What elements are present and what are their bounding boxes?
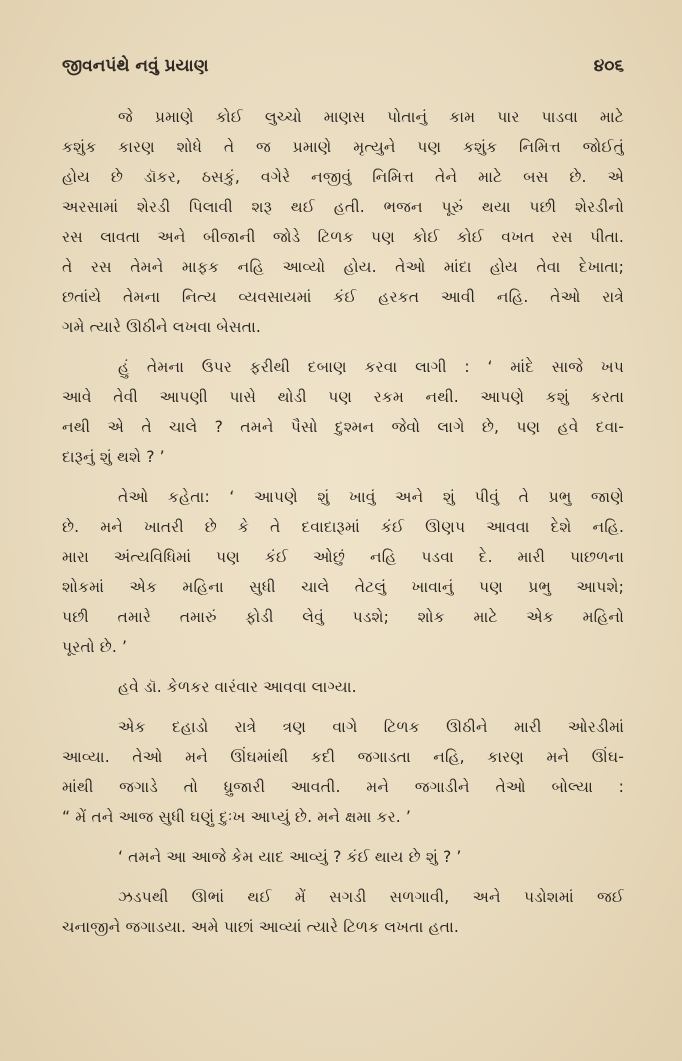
page-number: ૪૦૬ (593, 56, 624, 76)
body-text (62, 102, 624, 952)
text-line: હું તેમના ઉપર ફરીથી દબાણ કરવા લાગી : ‘ માંદે સાજે ખપ (118, 358, 624, 376)
text-line: ઝડપથી ઊભાં થઈ મેં સગડી સળગાવી, અને પડોશમાં જઈ (118, 888, 624, 906)
paragraph-1 (62, 102, 624, 342)
text-line: ‘ તમને આ આજે કેમ યાદ આવ્યું ? કંઈ થાય છે શું ? ’ (118, 848, 462, 866)
paragraph-3 (62, 482, 624, 662)
text-line: માંથી જગાડે તો ધ્રુજારી આવતી. મને જગાડીને તેઓ બોલ્યા : (62, 778, 624, 796)
text-line: છે. મને ખાતરી છે કે તે દવાદારૂમાં કંઈ ઊણપ આવવા દેશે નહિ. (62, 518, 624, 536)
text-line: આવે તેવી આપણી પાસે થોડી પણ રકમ નથી. આપણે કશું કરતા (62, 388, 624, 406)
text-line: કશુંક કારણ શોધે તે જ પ્રમાણે મૃત્યુને પણ કશુંક નિમિત્ત જોઈતું (62, 138, 624, 156)
text-line: જે પ્રમાણે કોઈ લુચ્ચો માણસ પોતાનું કામ પાર પાડવા માટે (118, 108, 624, 126)
paragraph-2 (62, 352, 624, 472)
text-line: તેઓ કહેતા: ‘ આપણે શું ખાવું અને શું પીવું તે પ્રભુ જાણે (118, 488, 624, 506)
paragraph-4 (62, 672, 624, 702)
text-line: પછી તમારે તમારું ફોડી લેવું પડશે; શોક માટે એક મહિનો (62, 608, 624, 626)
paragraph-5 (62, 712, 624, 832)
text-line: તે રસ તેમને માફક નહિ આવ્યો હોય. તેઓ માંદા હોય તેવા દેખાતા; (62, 258, 624, 276)
text-line: રસ લાવતા અને બીજાની જોડે ટિળક પણ કોઈ કોઈ વખત રસ પીતા. (62, 228, 624, 246)
text-line: એક દહાડો રાત્રે ત્રણ વાગે ટિળક ઊઠીને મારી ઓરડીમાં (118, 718, 624, 736)
text-line: નથી એ તે ચાલે ? તમને પૈસો દુશ્મન જેવો લાગે છે, પણ હવે દવા- (62, 418, 624, 436)
running-head (62, 56, 624, 80)
text-line: હવે ડૉ. કેળકર વારંવાર આવવા લાગ્યા. (118, 678, 357, 696)
text-line: દારૂનું શું થશે ? ’ (62, 448, 165, 466)
text-line: હોય છે ડૉકર, ઠસકું, વગેરે નજીવું નિમિત્ત તેને માટે બસ છે. એ (62, 168, 624, 186)
running-title: જીવનપંથે નવું પ્રયાણ (62, 56, 209, 76)
text-line: શોકમાં એક મહિના સુધી ચાલે તેટલું ખાવાનું પણ પ્રભુ આપશે; (62, 578, 624, 596)
text-line: “ મેં તને આજ સુધી ઘણું દુઃખ આપ્યું છે. મને ક્ષમા કર. ’ (62, 808, 411, 826)
text-line: ચનાજીને જગાડયા. અમે પાછાં આવ્યાં ત્યારે ટિળક લખતા હતા. (62, 918, 459, 936)
text-line: મારા અંત્યવિધિમાં પણ કંઈ ઓછું નહિ પડવા દે. મારી પાછળના (62, 548, 624, 566)
paragraph-6 (62, 842, 624, 872)
text-line: અરસામાં શેરડી પિલાવી શરૂ થઈ હતી. ભજન પૂરું થયા પછી શેરડીનો (62, 198, 624, 216)
text-line: આવ્યા. તેઓ મને ઊંઘમાંથી કદી જગાડતા નહિ, કારણ મને ઊંઘ- (62, 748, 624, 766)
paragraph-7 (62, 882, 624, 942)
text-line: છતાંયે તેમના નિત્ય વ્યવસાયમાં કંઈ હરકત આવી નહિ. તેઓ રાત્રે (62, 288, 624, 306)
text-line: પૂરતો છે. ’ (62, 638, 128, 656)
text-line: ગમે ત્યારે ઊઠીને લખવા બેસતા. (62, 318, 261, 336)
